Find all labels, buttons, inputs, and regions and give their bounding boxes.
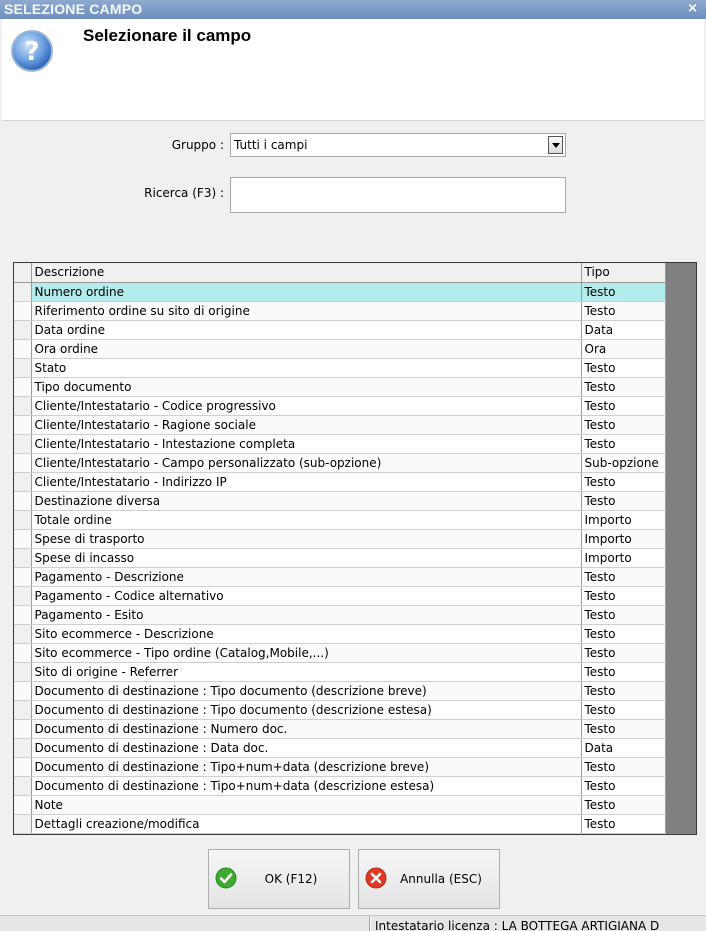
cell-descrizione: Sito di origine - Referrer <box>31 662 581 681</box>
table-row[interactable] <box>14 681 665 700</box>
status-separator <box>369 916 371 931</box>
question-icon <box>10 29 54 73</box>
cell-descrizione: Cliente/Intestatario - Intestazione completa <box>31 434 581 453</box>
cell-tipo: Data <box>581 738 665 757</box>
cell-tipo: Testo <box>581 358 665 377</box>
cell-descrizione: Documento di destinazione : Tipo documento (descrizione estesa) <box>31 700 581 719</box>
table-row[interactable] <box>14 472 665 491</box>
fields-table <box>14 263 666 834</box>
table-row[interactable] <box>14 415 665 434</box>
dialog-heading: Selezionare il campo <box>83 26 252 45</box>
ok-button-label: OK (F12) <box>264 872 318 886</box>
table-row[interactable] <box>14 700 665 719</box>
title-bar <box>0 0 706 19</box>
cell-descrizione: Cliente/Intestatario - Codice progressivo <box>31 396 581 415</box>
table-row[interactable] <box>14 396 665 415</box>
cell-tipo: Testo <box>581 681 665 700</box>
cell-descrizione: Destinazione diversa <box>31 491 581 510</box>
cell-tipo: Testo <box>581 282 665 301</box>
row-selector[interactable] <box>14 320 31 339</box>
row-selector[interactable] <box>14 624 31 643</box>
table-row[interactable] <box>14 282 665 301</box>
row-selector[interactable] <box>14 719 31 738</box>
row-selector[interactable] <box>14 643 31 662</box>
cell-tipo: Testo <box>581 643 665 662</box>
grid-body <box>14 282 665 833</box>
cell-tipo: Testo <box>581 396 665 415</box>
row-selector[interactable] <box>14 700 31 719</box>
grid-header-row <box>14 263 665 282</box>
table-row[interactable] <box>14 434 665 453</box>
cell-tipo: Testo <box>581 719 665 738</box>
cell-descrizione: Documento di destinazione : Tipo documento (descrizione breve) <box>31 681 581 700</box>
status-bar <box>0 915 706 931</box>
cell-tipo: Importo <box>581 529 665 548</box>
table-row[interactable] <box>14 719 665 738</box>
table-row[interactable] <box>14 377 665 396</box>
table-row[interactable] <box>14 738 665 757</box>
cell-tipo: Testo <box>581 472 665 491</box>
cell-descrizione: Numero ordine <box>31 282 581 301</box>
row-selector[interactable] <box>14 529 31 548</box>
table-row[interactable] <box>14 548 665 567</box>
table-row[interactable] <box>14 643 665 662</box>
cell-descrizione: Spese di trasporto <box>31 529 581 548</box>
column-header-descrizione[interactable]: Descrizione <box>31 263 581 282</box>
table-row[interactable] <box>14 491 665 510</box>
table-row[interactable] <box>14 529 665 548</box>
cell-descrizione: Documento di destinazione : Data doc. <box>31 738 581 757</box>
cell-tipo: Testo <box>581 662 665 681</box>
table-row[interactable] <box>14 776 665 795</box>
row-selector[interactable] <box>14 396 31 415</box>
cell-tipo: Testo <box>581 814 665 833</box>
cell-descrizione: Spese di incasso <box>31 548 581 567</box>
cell-tipo: Importo <box>581 548 665 567</box>
table-row[interactable] <box>14 795 665 814</box>
license-holder: Intestatario licenza : LA BOTTEGA ARTIGIANA D <box>375 919 660 931</box>
cell-descrizione: Dettagli creazione/modifica <box>31 814 581 833</box>
table-row[interactable] <box>14 301 665 320</box>
cell-tipo: Testo <box>581 605 665 624</box>
row-selector[interactable] <box>14 681 31 700</box>
cell-descrizione: Cliente/Intestatario - Indirizzo IP <box>31 472 581 491</box>
table-row[interactable] <box>14 605 665 624</box>
table-row[interactable] <box>14 358 665 377</box>
table-row[interactable] <box>14 510 665 529</box>
row-selector[interactable] <box>14 415 31 434</box>
ok-button[interactable] <box>208 849 350 909</box>
cell-descrizione: Stato <box>31 358 581 377</box>
cell-descrizione: Tipo documento <box>31 377 581 396</box>
row-selector[interactable] <box>14 548 31 567</box>
cell-tipo: Data <box>581 320 665 339</box>
cell-descrizione: Documento di destinazione : Tipo+num+data (descrizione breve) <box>31 757 581 776</box>
cell-descrizione: Documento di destinazione : Tipo+num+data (descrizione estesa) <box>31 776 581 795</box>
row-selector[interactable] <box>14 434 31 453</box>
table-row[interactable] <box>14 814 665 833</box>
cell-descrizione: Documento di destinazione : Numero doc. <box>31 719 581 738</box>
cell-descrizione: Data ordine <box>31 320 581 339</box>
cell-descrizione: Sito ecommerce - Tipo ordine (Catalog,Mobile,...) <box>31 643 581 662</box>
dropdown-button[interactable] <box>548 136 563 154</box>
check-icon <box>215 867 237 889</box>
cell-tipo: Testo <box>581 776 665 795</box>
row-selector[interactable] <box>14 567 31 586</box>
cell-descrizione: Cliente/Intestatario - Campo personalizzato (sub-opzione) <box>31 453 581 472</box>
cell-tipo: Testo <box>581 491 665 510</box>
table-row[interactable] <box>14 320 665 339</box>
group-select[interactable] <box>230 133 566 157</box>
cell-tipo: Testo <box>581 415 665 434</box>
cell-tipo: Testo <box>581 567 665 586</box>
cancel-button[interactable] <box>358 849 500 909</box>
cell-descrizione: Cliente/Intestatario - Ragione sociale <box>31 415 581 434</box>
cell-tipo: Testo <box>581 434 665 453</box>
group-select-value: Tutti i campi <box>234 138 308 152</box>
cell-descrizione: Sito ecommerce - Descrizione <box>31 624 581 643</box>
cell-descrizione: Note <box>31 795 581 814</box>
cell-descrizione: Riferimento ordine su sito di origine <box>31 301 581 320</box>
row-selector[interactable] <box>14 377 31 396</box>
table-row[interactable] <box>14 453 665 472</box>
row-selector[interactable] <box>14 605 31 624</box>
cell-tipo: Testo <box>581 795 665 814</box>
cell-tipo: Ora <box>581 339 665 358</box>
row-selector[interactable] <box>14 757 31 776</box>
dialog-header <box>2 19 704 121</box>
cell-tipo: Importo <box>581 510 665 529</box>
column-header-tipo[interactable]: Tipo <box>581 263 665 282</box>
svg-text:?: ? <box>24 37 40 67</box>
row-selector[interactable] <box>14 339 31 358</box>
cell-tipo: Sub-opzione <box>581 453 665 472</box>
fields-grid <box>13 262 697 835</box>
search-input[interactable] <box>230 177 566 213</box>
cancel-button-label: Annulla (ESC) <box>400 872 482 886</box>
cell-descrizione: Ora ordine <box>31 339 581 358</box>
cell-descrizione: Totale ordine <box>31 510 581 529</box>
cell-descrizione: Pagamento - Codice alternativo <box>31 586 581 605</box>
cell-tipo: Testo <box>581 624 665 643</box>
row-selector[interactable] <box>14 301 31 320</box>
row-selector[interactable] <box>14 814 31 833</box>
cell-tipo: Testo <box>581 586 665 605</box>
row-selector[interactable] <box>14 738 31 757</box>
cell-tipo: Testo <box>581 700 665 719</box>
row-selector[interactable] <box>14 282 31 301</box>
cell-descrizione: Pagamento - Esito <box>31 605 581 624</box>
table-row[interactable] <box>14 339 665 358</box>
table-row[interactable] <box>14 662 665 681</box>
cell-descrizione: Pagamento - Descrizione <box>31 567 581 586</box>
cancel-icon <box>365 867 387 889</box>
close-icon[interactable]: × <box>687 1 698 16</box>
row-selector[interactable] <box>14 472 31 491</box>
table-row[interactable] <box>14 586 665 605</box>
cell-tipo: Testo <box>581 301 665 320</box>
row-selector[interactable] <box>14 358 31 377</box>
table-row[interactable] <box>14 624 665 643</box>
row-selector[interactable] <box>14 453 31 472</box>
table-row[interactable] <box>14 757 665 776</box>
chevron-down-icon <box>552 143 560 148</box>
group-label: Gruppo : <box>171 138 224 152</box>
cell-tipo: Testo <box>581 377 665 396</box>
window-title: SELEZIONE CAMPO <box>4 1 143 17</box>
row-selector-header <box>14 263 31 282</box>
row-selector[interactable] <box>14 795 31 814</box>
row-selector[interactable] <box>14 662 31 681</box>
table-row[interactable] <box>14 567 665 586</box>
cell-tipo: Testo <box>581 757 665 776</box>
row-selector[interactable] <box>14 776 31 795</box>
row-selector[interactable] <box>14 586 31 605</box>
row-selector[interactable] <box>14 510 31 529</box>
search-label: Ricerca (F3) : <box>144 186 224 200</box>
row-selector[interactable] <box>14 491 31 510</box>
